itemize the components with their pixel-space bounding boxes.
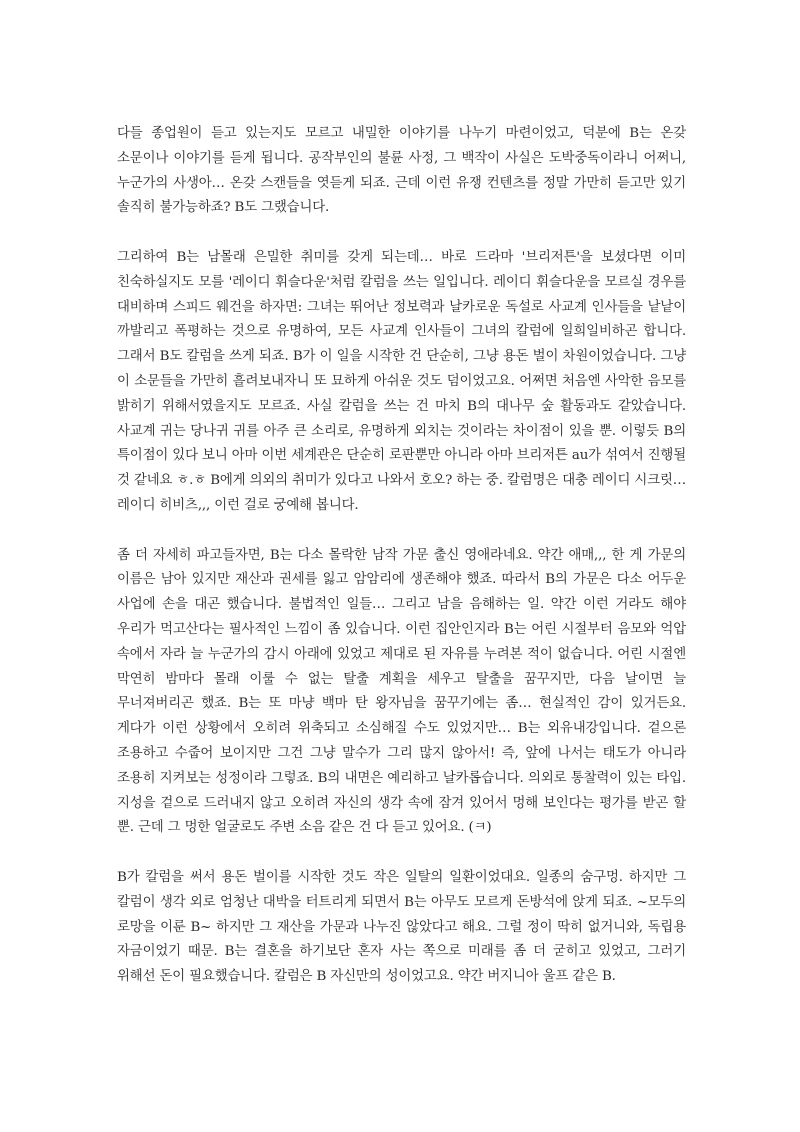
- paragraph-4: B가 칼럼을 써서 용돈 벌이를 시작한 것도 작은 일탈의 일환이었대요. 일종의 숨구멍. 하지만 그 칼럼이 생각 외로 엄청난 대박을 터트리게 되면서 B는 아무도 모르게 돈방석에 앉게 되죠. ~모두의 로망을 이룬 B~ 하지만 그 재산을 가문과 나누진 않았다고 해요. 그럴 정이 딱히 없거니와, 독립용 자금이었기 때문. B는 결혼을 하기보단 혼자 사는 쪽으로 미래를 좀 더 굳히고 있었고, 그러기 위해선 돈이 필요했습니다. 칼럼은 B 자신만의 성이었고요. 약간 버지니아 울프 같은 B.: [117, 869, 686, 985]
- paragraph-1: 다들 종업원이 듣고 있는지도 모르고 내밀한 이야기를 나누기 마련이었고, 덕분에 B는 온갖 소문이나 이야기를 듣게 됩니다. 공작부인의 불륜 사정, 그 백작이 사실은 도박중독이라니 어쩌니, 누군가의 사생아… 온갖 스캔들을 엿듣게 되죠. 근데 이런 유쟁 컨텐츠를 정말 가만히 듣고만 있기 솔직히 불가능하죠? B도 그랬습니다.: [117, 126, 686, 216]
- document-body: [117, 122, 686, 990]
- paragraph-3: 좀 더 자세히 파고들자면, B는 다소 몰락한 남작 가문 출신 영애라네요. 약간 애매,,, 한 게 가문의 이름은 남아 있지만 재산과 권세를 잃고 암암리에 생존해야 했죠. 따라서 B의 가문은 다소 어두운 사업에 손을 대곤 했습니다. 불법적인 일들… 그리고 남을 음해하는 일. 약간 이런 거라도 해야 우리가 먹고산다는 필사적인 느낌이 좀 있습니다. 이런 집안인지라 B는 어린 시절부터 음모와 억압 속에서 자라 늘 누군가의 감시 아래에 있었고 제대로 된 자유를 누려본 적이 없습니다. 어린 시절엔 막연히 밤마다 몰래 이룰 수 없는 탈출 계획을 세우고 탈출을 꿈꾸지만, 다음 날이면 늘 무너져버리곤 했죠. B는 또 마냥 백마 탄 왕자님을 꿈꾸기에는 좀… 현실적인 감이 있거든요. 게다가 이런 상황에서 오히려 위축되고 소심해질 수도 있었지만… B는 외유내강입니다. 겉으론 조용하고 수줍어 보이지만 그건 그냥 말수가 그리 많지 않아서! 즉, 앞에 나서는 태도가 아니라 조용히 지켜보는 성정이라 그렇죠. B의 내면은 예리하고 날카롭습니다. 의외로 통찰력이 있는 타입. 지성을 겉으로 드러내지 않고 오히려 자신의 생각 속에 잠겨 있어서 멍해 보인다는 평가를 받곤 할 뿐. 근데 그 멍한 얼굴로도 주변 소음 같은 건 다 듣고 있어요. (ㅋ): [117, 547, 686, 836]
- paragraph-2: 그리하여 B는 남몰래 은밀한 취미를 갖게 되는데… 바로 드라마 '브리저튼'을 보셨다면 이미 친숙하실지도 모를 '레이디 휘슬다운'처럼 칼럼을 쓰는 일입니다. 레이디 휘슬다운을 모르실 경우를 대비하며 스피드 웨건을 하자면: 그녀는 뛰어난 정보력과 날카로운 독설로 사교계 인사들을 낱낱이 까발리고 폭평하는 것으로 유명하여, 모든 사교계 인사들이 그녀의 칼럼에 일희일비하곤 합니다. 그래서 B도 칼럼을 쓰게 되죠. B가 이 일을 시작한 건 단순히, 그냥 용돈 벌이 차원이었습니다. 그냥 이 소문들을 가만히 흘려보내자니 또 묘하게 아쉬운 것도 덤이었고요. 어쩌면 처음엔 사악한 음모를 밝히기 위해서였을지도 모르죠. 사실 칼럼을 쓰는 건 마치 B의 대나무 숲 활동과도 같았습니다. 사교계 귀는 당나귀 귀를 아주 큰 소리로, 유명하게 외치는 것이라는 차이점이 있을 뿐. 이렇듯 B의 특이점이 있다 보니 아마 이번 세계관은 단순히 로판뿐만 아니라 아마 브리저튼 au가 섞여서 진행될 것 같네요 ㅎ.ㅎ B에게 의외의 취미가 있다고 나와서 호오? 하는 중. 칼럼명은 대충 레이디 시크릿… 레이디 히비츠,,, 이런 걸로 궁예해 봅니다.: [117, 249, 686, 513]
